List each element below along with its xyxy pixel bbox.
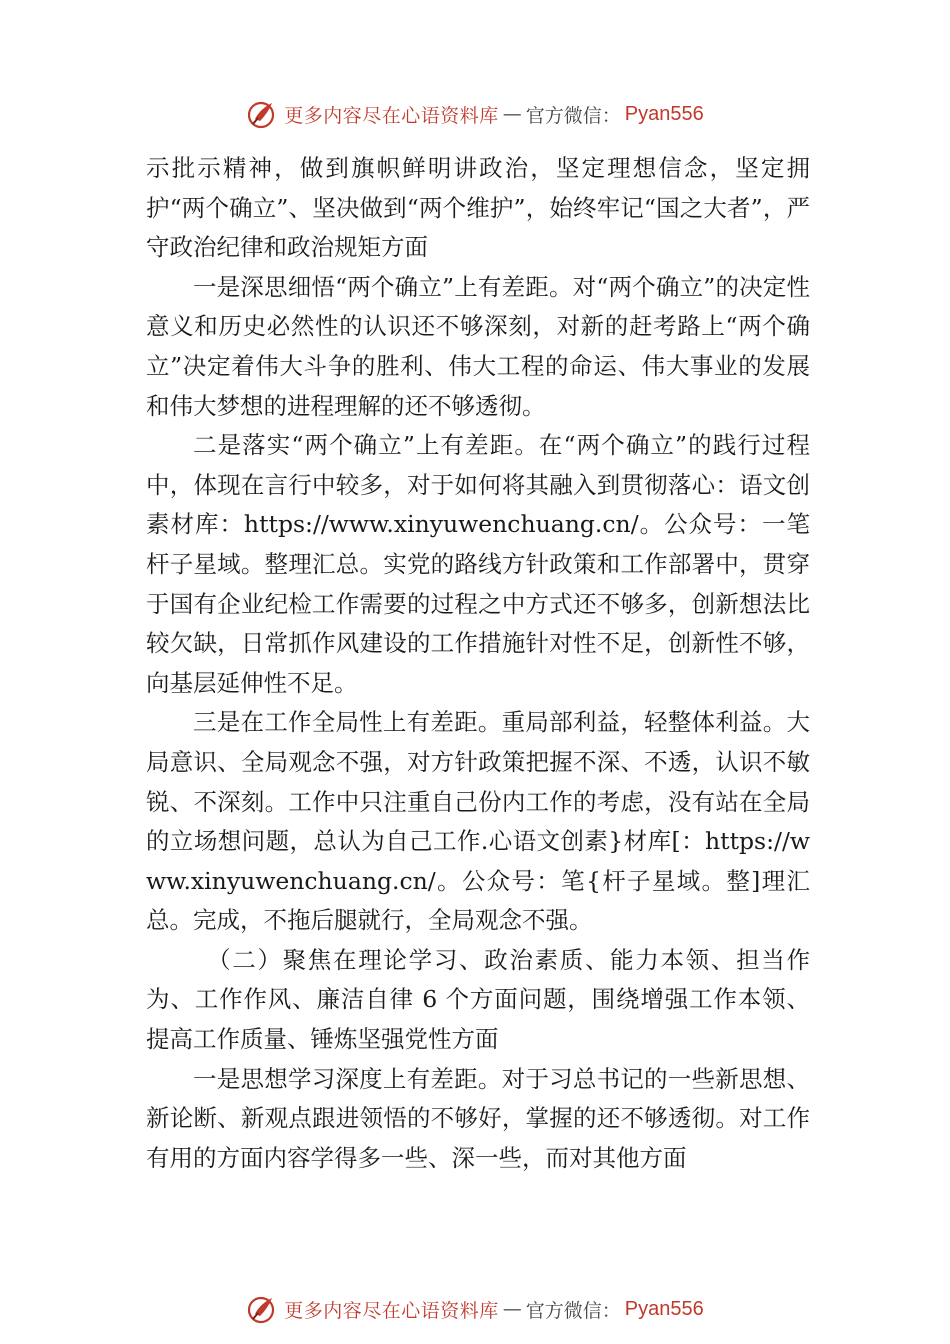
paragraph-6: 一是思想学习深度上有差距。对于习总书记的一些新思想、新论断、新观点跟进领悟的不够好，掌握的还不够透彻。对工作有用的方面内容学得多一些、深一些，而对其他方面 [146, 1064, 810, 1172]
footer-banner [0, 1291, 950, 1327]
header-wechat-label: 官方微信： [525, 104, 621, 127]
header-dash: — [502, 103, 522, 125]
paragraph-2: 一是深思细悟“两个确立”上有差距。对“两个确立”的决定性意义和历史必然性的认识还不够深刻，对新的赶考路上“两个确立”决定着伟大斗争的胜利、伟大工程的命运、伟大事业的发展和伟大梦想的进程理解的还不够透彻。 [146, 272, 810, 420]
paragraph-1: 示批示精神，做到旗帜鲜明讲政治，坚定理想信念，坚定拥护“两个确立”、坚决做到“两个维护”，始终牢记“国之大者”，严守政治纪律和政治规矩方面 [146, 154, 810, 262]
document-body [146, 149, 810, 1178]
paragraph-3: 二是落实“两个确立”上有差距。在“两个确立”的践行过程中，体现在言行中较多，对于如何将其融入到贯彻落心：语文创素材库：https://www.xinyuwenchuang.cn/。公众号：一笔杆子星域。整理汇总。实党的路线方针政策和工作部署中，贯穿于国有企业纪检工作需要的过程之中方式还不够多，创新想法比较欠缺，日常抓作风建设的工作措施针对性不足，创新性不够，向基层延伸性不足。 [146, 431, 810, 697]
header-wechat-id: Pyan556 [624, 102, 704, 125]
footer-dash: — [502, 1298, 522, 1320]
pen-nib-logo-icon [246, 97, 280, 131]
footer-wechat-label: 官方微信： [525, 1299, 621, 1322]
paragraph-4: 三是在工作全局性上有差距。重局部利益，轻整体利益。大局意识、全局观念不强，对方针政策把握不深、不透，认识不敏锐、不深刻。工作中只注重自己份内工作的考虑，没有站在全局的立场想问题，总认为自己工作.心语文创素}材库[：https://www.xinyuwenchuang.cn/。公众号：笔{杆子星域。整]理汇总。完成，不拖后腿就行，全局观念不强。 [146, 708, 810, 935]
header-banner [0, 96, 950, 132]
footer-site-name: 更多内容尽在心语资料库 [284, 1299, 499, 1322]
footer-wechat-id: Pyan556 [624, 1297, 704, 1320]
paragraph-5: （二）聚焦在理论学习、政治素质、能力本领、担当作为、工作作风、廉洁自律 6 个方面问题，围绕增强工作本领、提高工作质量、锤炼坚强党性方面 [146, 945, 810, 1054]
pen-nib-logo-icon [246, 1292, 280, 1326]
header-site-name: 更多内容尽在心语资料库 [284, 104, 499, 127]
